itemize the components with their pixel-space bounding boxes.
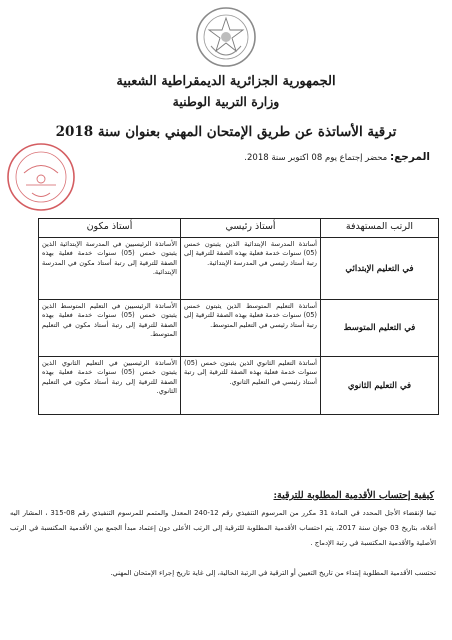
republic-heading: الجمهورية الجزائرية الديمقراطية الشعبية <box>116 74 336 89</box>
reference-line <box>244 151 430 163</box>
table-row <box>39 238 439 300</box>
trainer-cell: الأساتذة الرئيسيين في التعليم الثانوي الذين يثبتون خمس (05) سنوات خدمة فعلية بهذه الصفة للترقية إلى رتبة أستاذ مكون في التعليم الثانوي. <box>39 357 181 415</box>
trainer-cell: الأساتذة الرئيسيين في التعليم المتوسط الذين يثبتون خمس (05) سنوات خدمة فعلية بهذه الصفة للترقية إلى رتبة أستاذ مكون في التعليم المتوسط. <box>39 300 181 357</box>
trainer-cell: الأساتذة الرئيسيين في المدرسة الإبتدائية الذين يثبتون خمس (05) سنوات خدمة فعلية بهذه الصفة للترقية إلى رتبة أستاذ مكون في المدرسة الإبتدائية. <box>39 238 181 300</box>
table-row <box>39 300 439 357</box>
header-target-grades: الرتب المستهدفة <box>321 219 439 238</box>
promotion-table <box>38 218 439 415</box>
principal-cell: أساتذة التعليم الثانوي الذين يثبتون خمس (05) سنوات خدمة فعلية بهذه الصفة للترقية إلى رتبة أستاذ رئيسي في التعليم الثانوي. <box>181 357 321 415</box>
reference-text: محضر إجتماع يوم 08 اكتوبر سنة 2018. <box>244 153 388 163</box>
reference-label: المرجع: <box>389 151 430 163</box>
principal-cell: أساتذة المدرسة الإبتدائية الذين يثبتون خمس (05) سنوات خدمة فعلية بهذه الصفة للترقية إلى رتبة أستاذ رئيسي في المدرسة الإبتدائية. <box>181 238 321 300</box>
ministry-heading: وزارة التربية الوطنية <box>172 94 280 109</box>
category-cell: في التعليم الثانوي <box>321 357 439 415</box>
table-header-row <box>39 219 439 238</box>
seniority-heading: كيفية إحتساب الأقدمية المطلوبة للترقية: <box>273 490 434 501</box>
header-principal-teacher: أستاذ رئيسي <box>181 219 321 238</box>
seniority-paragraph-1: تبعا لإنقضاء الأجل المحدد في المادة 31 مكرر من المرسوم التنفيذي رقم 12-240 المعدل والمتمم للمرسوم التنفيذي رقم 08-315 ، المشار اليه أعلاه، بتاريخ 03 جوان سنة 2017، يتم احتساب الأقدمية المطلوبة للترقية إلى الرتب الأعلى دون إعتماد مبدأ الجمع بين الأقدمية المكتسبة في الرتب الأصلية والأقدمية المكتسبة في رتبة الإدماج . <box>10 509 436 547</box>
table-row <box>39 357 439 415</box>
official-stamp <box>4 138 78 216</box>
national-emblem <box>193 6 259 68</box>
principal-cell: أساتذة التعليم المتوسط الذين يثبتون خمس (05) سنوات خدمة فعلية بهذه الصفة للترقية إلى رتبة أستاذ رئيسي في التعليم المتوسط. <box>181 300 321 357</box>
category-cell: في التعليم الإبتدائي <box>321 238 439 300</box>
category-cell: في التعليم المتوسط <box>321 300 439 357</box>
document-title: ترقية الأساتذة عن طريق الإمتحان المهني بعنوان سنة 2018 <box>55 124 397 140</box>
seniority-paragraph-2: تحتسب الأقدمية المطلوبة إبتداء من تاريخ التعيين أو الترقية في الرتبة الحالية، إلى غاية تاريخ إجراء الإمتحان المهني. <box>110 569 436 577</box>
header-trainer-teacher: أستاذ مكون <box>39 219 181 238</box>
